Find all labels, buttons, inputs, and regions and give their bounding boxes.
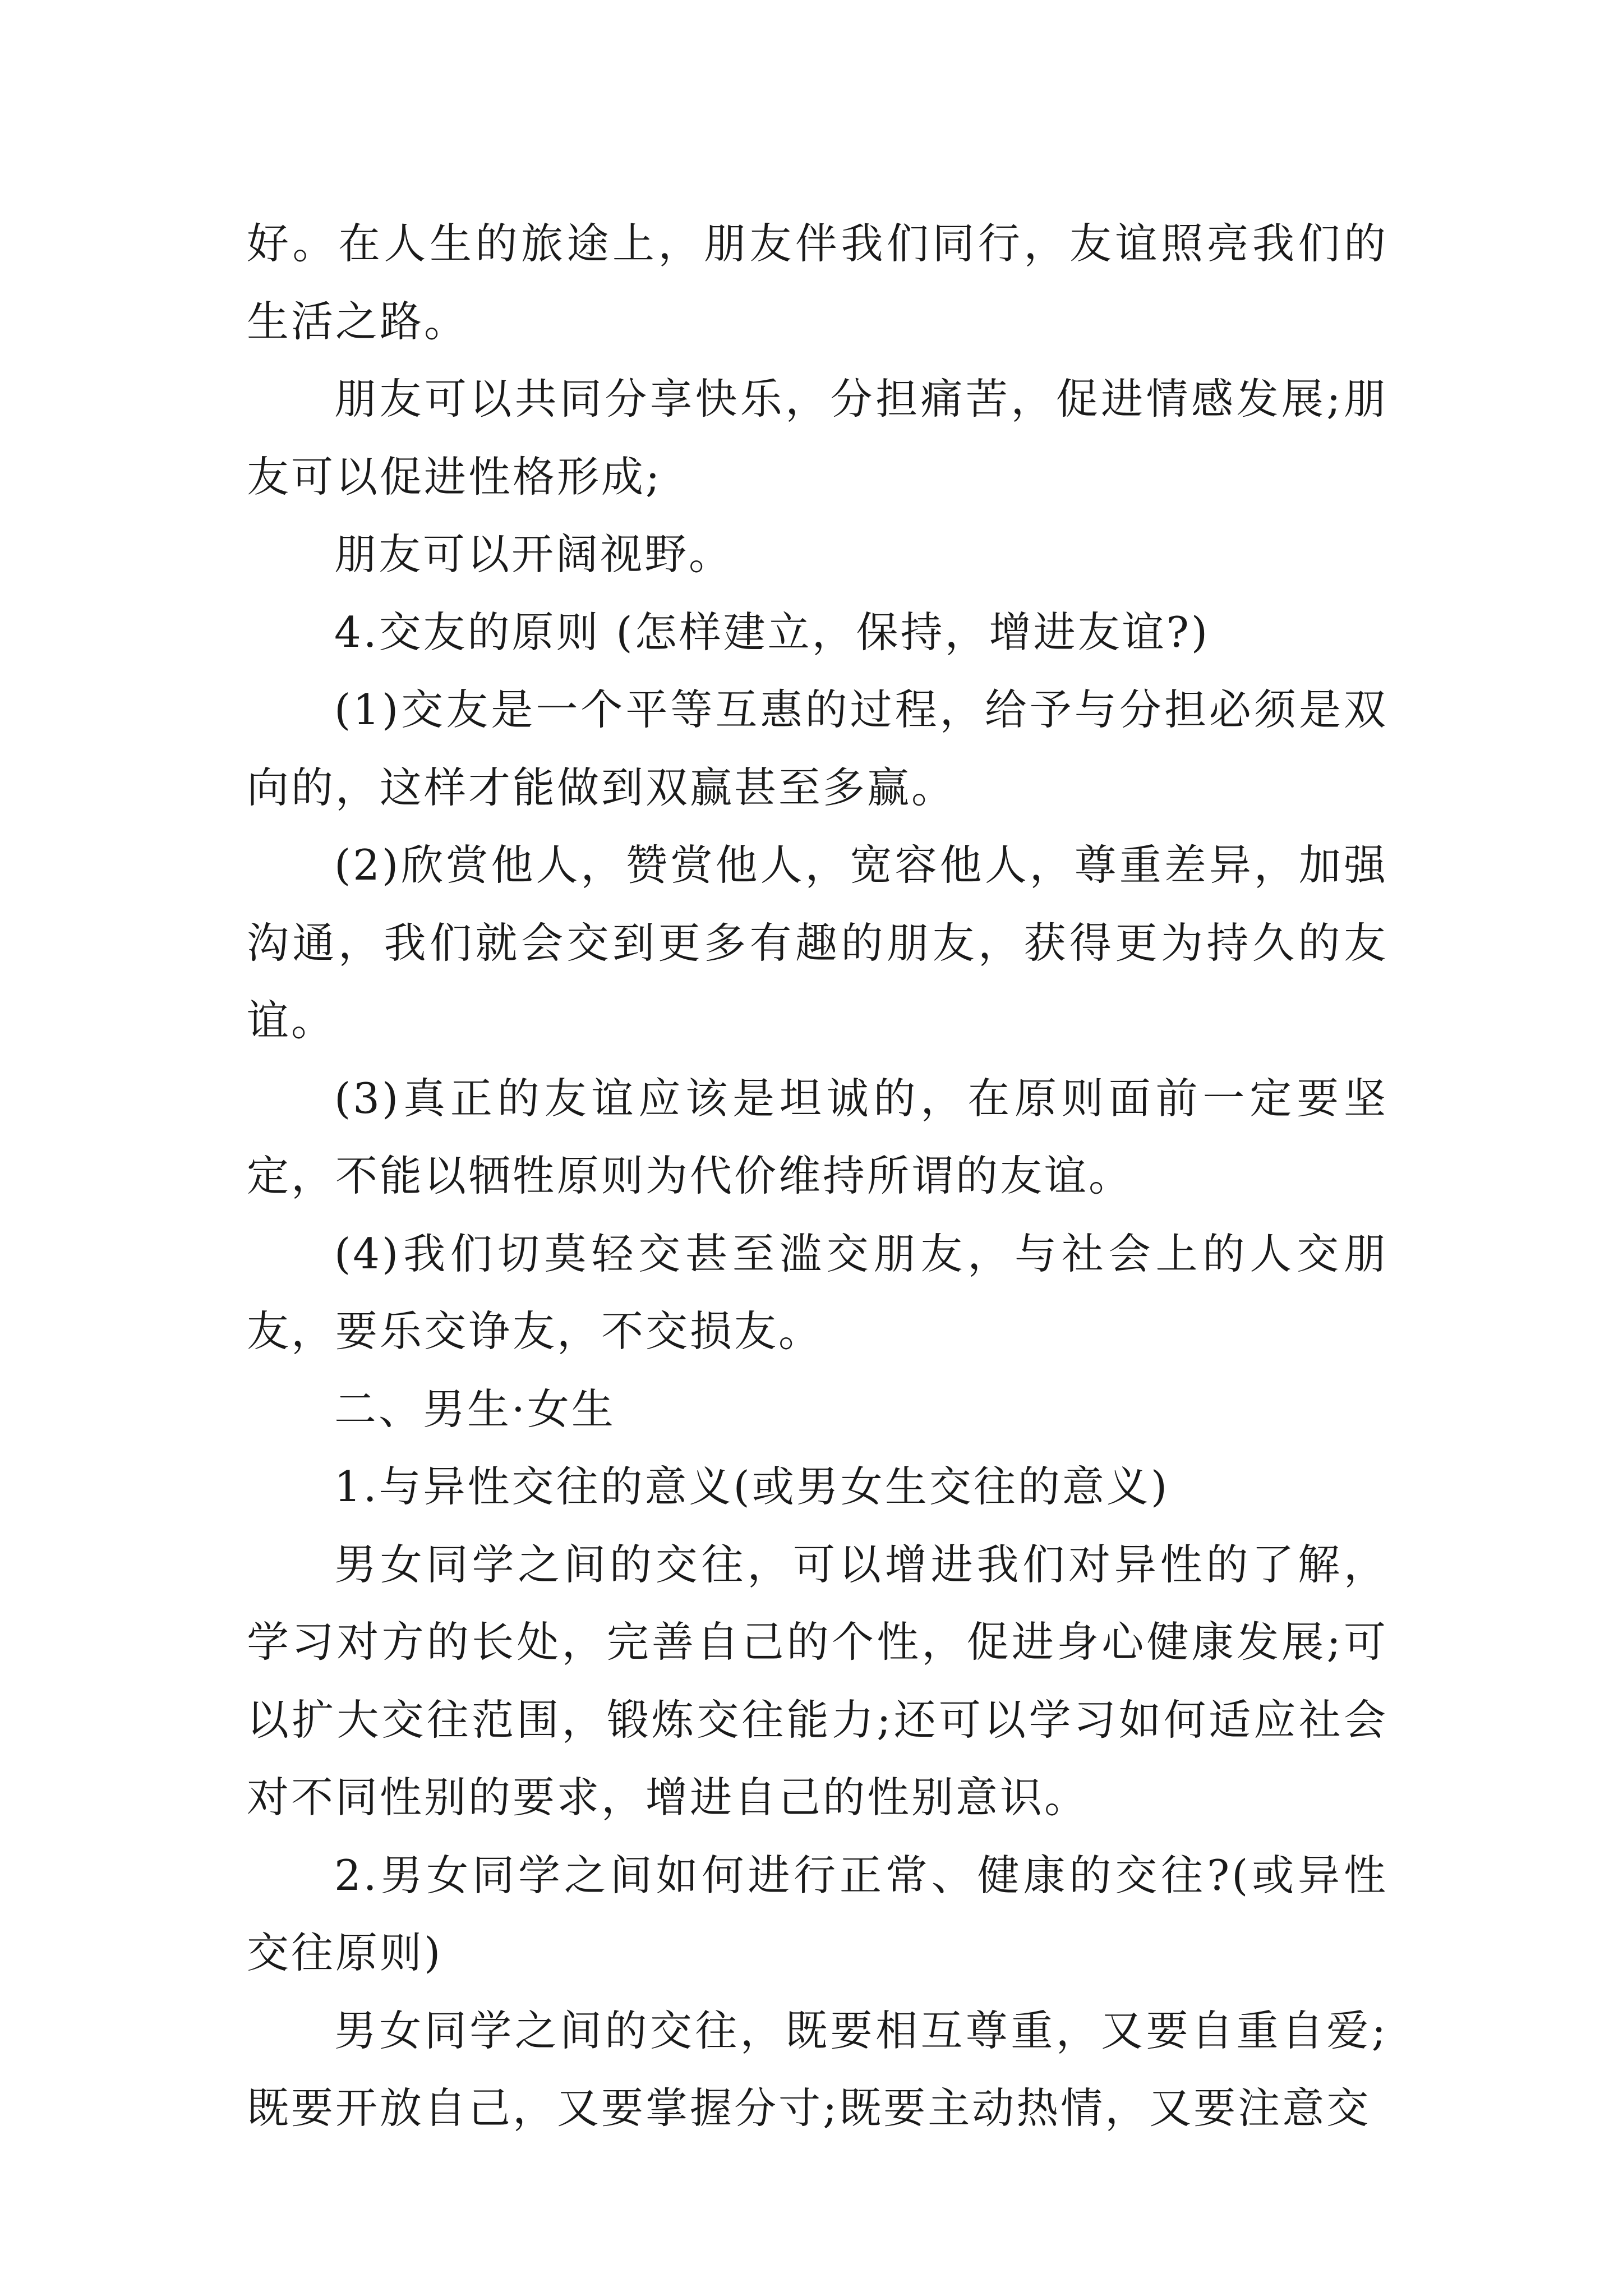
paragraph: 好。在人生的旅途上，朋友伴我们同行，友谊照亮我们的生活之路。: [247, 219, 1388, 346]
list-item: (3)真正的友谊应该是坦诚的，在原则面前一定要坚定，不能以牺牲原则为代价维持所谓的友谊。: [247, 1073, 1388, 1200]
section-heading: 1.与异性交往的意义(或男女生交往的意义): [334, 1462, 1170, 1511]
paragraph: 朋友可以开阔视野。: [334, 530, 734, 579]
paragraph: 朋友可以共同分享快乐，分担痛苦，促进情感发展;朋友可以促进性格形成;: [247, 374, 1388, 501]
section-heading: 2.男女同学之间如何进行正常、健康的交往?(或异性交往原则): [247, 1850, 1388, 1977]
paragraph: 男女同学之间的交往，可以增进我们对异性的了解，学习对方的长处，完善自己的个性，促进身心健康发展;可以扩大交往范围，锻炼交往能力;还可以学习如何适应社会对不同性别的要求，增进自己的性别意识。: [247, 1539, 1388, 1822]
section-heading: 4.交友的原则 (怎样建立，保持，增进友谊?): [334, 607, 1210, 657]
list-item: (2)欣赏他人，赞赏他人，宽容他人，尊重差异，加强沟通，我们就会交到更多有趣的朋友，获得更为持久的友谊。: [247, 840, 1388, 1045]
paragraph: 男女同学之间的交往，既要相互尊重，又要自重自爱;既要开放自己，又要掌握分寸;既要主动热情，又要注意交: [247, 2005, 1388, 2133]
list-item: (1)交友是一个平等互惠的过程，给予与分担必须是双向的，这样才能做到双赢甚至多赢。: [247, 685, 1388, 812]
document-body: [247, 205, 1388, 2147]
chapter-heading: 二、男生·女生: [334, 1384, 616, 1434]
list-item: (4)我们切莫轻交甚至滥交朋友，与社会上的人交朋友，要乐交诤友，不交损友。: [247, 1228, 1388, 1356]
